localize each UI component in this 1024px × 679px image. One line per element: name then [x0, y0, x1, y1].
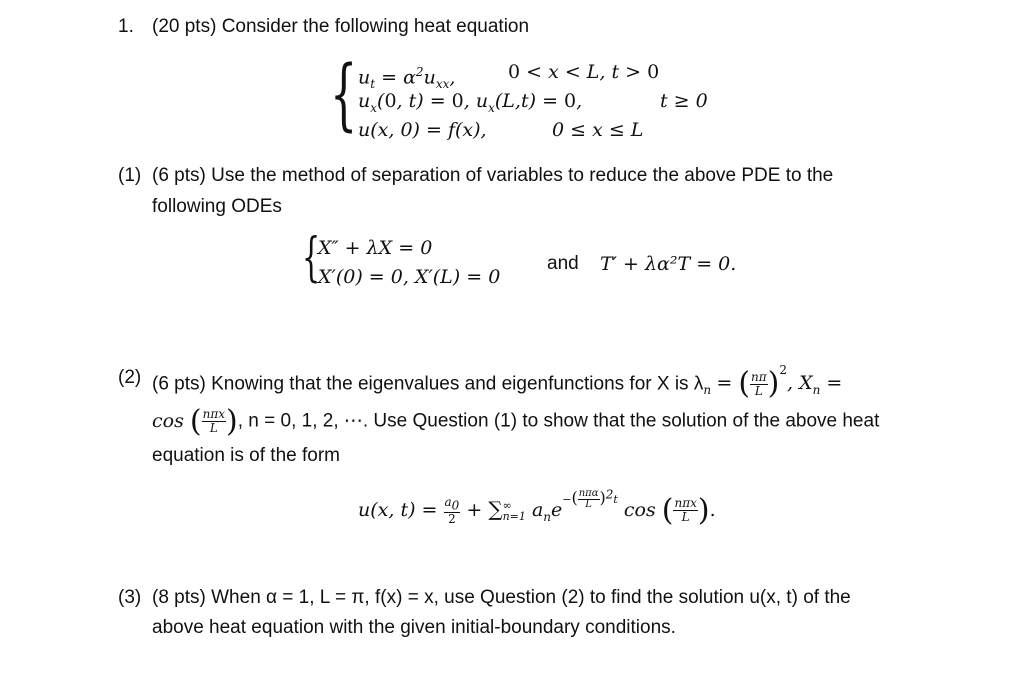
ode-brace: { — [302, 228, 321, 288]
ode-t: T′ + λα²T = 0. — [600, 253, 737, 275]
formula-lhs: u(x, t) = — [358, 498, 438, 521]
sum-bottom: n=1 — [502, 509, 526, 523]
pde-line1: $u_t = \alpha^2u_{xx}$, — [358, 65, 456, 92]
part1-and: and — [547, 253, 579, 274]
system-brace: { — [330, 50, 358, 140]
part2-label: (2) — [118, 367, 142, 388]
pde-line1-cond: 0 < x < L, t > 0 — [508, 61, 660, 83]
problem-number: 1. — [118, 16, 134, 37]
pde-line2: $u_x(0$, t) = 0, $u_x(L,t) = 0$, — [358, 90, 583, 115]
ode-x-line2: X′(0) = 0, X′(L) = 0 — [318, 266, 501, 288]
part2-text-line2-tail: , n = 0, 1, 2, ⋯. Use Question (1) to show that the solution of the above heat — [237, 410, 880, 432]
problem-header: (20 pts) Consider the following heat equation — [152, 16, 530, 37]
part1-text-line1: (6 pts) Use the method of separation of variables to reduce the above PDE to the — [152, 165, 834, 186]
sum-top: ∞ — [502, 498, 512, 512]
part1-label: (1) — [118, 165, 142, 186]
part2-text-line3: equation is of the form — [152, 445, 340, 466]
part1-text-line2: following ODEs — [152, 196, 282, 217]
pde-line3: u(x, 0) = f(x), — [358, 119, 487, 141]
pde-line2-cond: t ≥ 0 — [660, 90, 708, 112]
part3-text-line1: (8 pts) When α = 1, L = π, f(x) = x, use Question (2) to find the solution u(x, t) of the — [152, 587, 851, 608]
part2-text-line1-main: (6 pts) Knowing that the eigenvalues and eigenfunctions for X is λ — [152, 373, 704, 395]
ode-x-line1: X″ + λX = 0 — [318, 237, 433, 259]
pde-line3-cond: 0 ≤ x ≤ L — [552, 119, 644, 141]
part2-text-line2: cos ( $\frac{\text{nπx}}{L}$ ), n = 0, 1, 2, ⋯. Use Question (1) to show that the solution of the above heat — [152, 403, 880, 439]
part2-text-line1: (6 pts) Knowing that the eigenvalues and eigenfunctions for X is $\lambda_n$ = ( $\frac{n\pi}{L}$ )$^2$, $X_n$ = — [152, 363, 843, 402]
part3-text-line2: above heat equation with the given initial-boundary conditions. — [152, 617, 676, 638]
cos-label: cos — [152, 409, 184, 432]
part3-label: (3) — [118, 587, 142, 608]
solution-formula: u(x, t) = $\frac{a_0}{2}$ + ∑ ∞ n=1 $a_ne^{-( \frac{\text{nπα}}{L} )^2t}$ cos ( $\frac{\text{nπx}}{L}$ ). — [358, 487, 716, 528]
